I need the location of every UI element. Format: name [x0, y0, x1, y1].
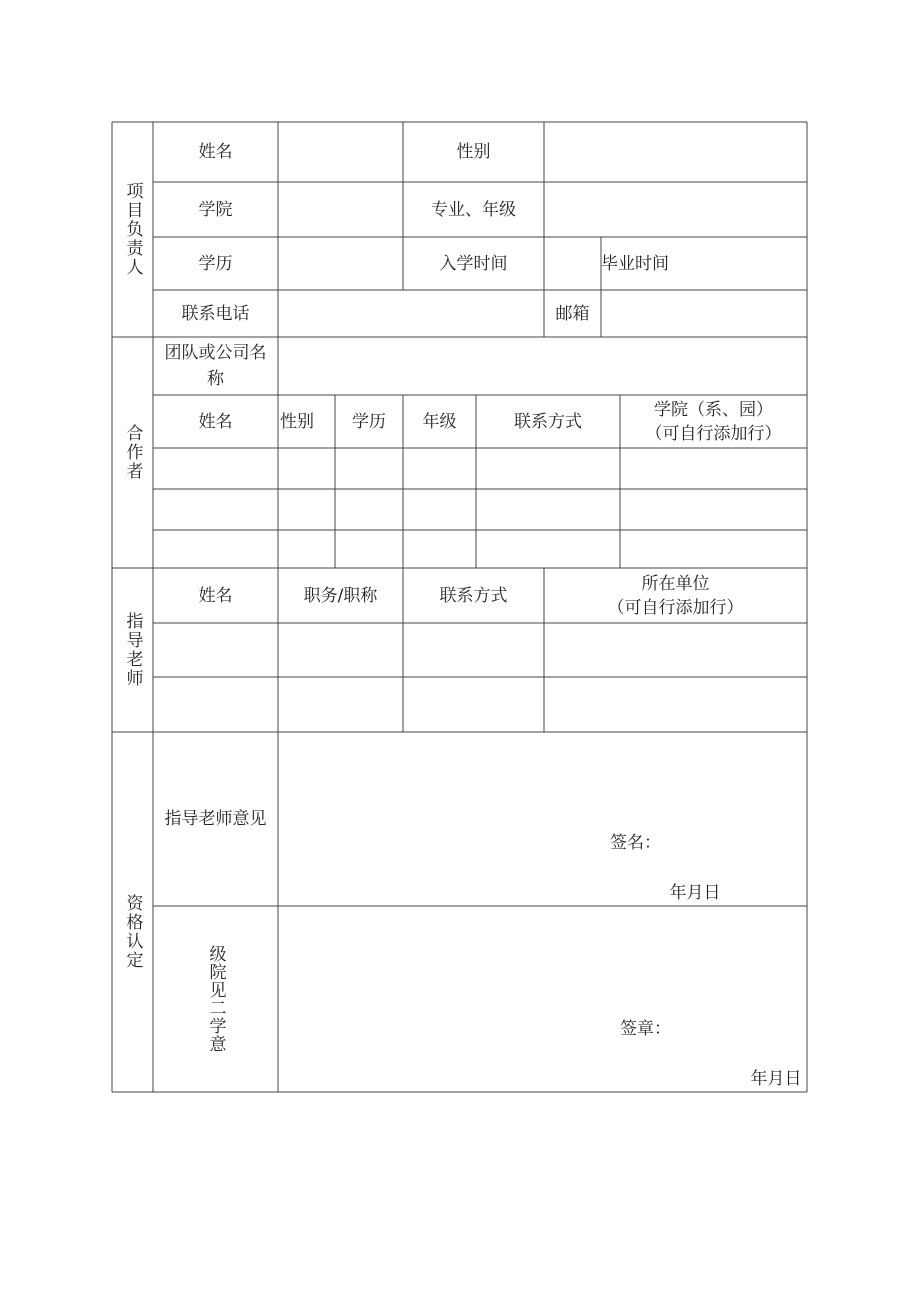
advisor-header-unit-line2: （可自行添加行） [607, 597, 744, 618]
advisor-header-name: 姓名 [198, 585, 233, 606]
label-education: 学历 [198, 253, 233, 274]
label-college: 学院 [198, 199, 233, 220]
section-label-qualification-text: 资格认定 [122, 894, 143, 970]
section-label-advisors [112, 568, 153, 732]
advisor-header-unit [544, 568, 807, 623]
label-college-opinion [153, 906, 278, 1092]
section-label-advisors-text: 指导老师 [122, 612, 143, 688]
section-label-qualification [112, 732, 153, 1092]
label-email: 邮箱 [555, 303, 590, 324]
label-advisor-opinion: 指导老师意见 [164, 809, 267, 829]
advisor-header-title: 职务/职称 [303, 585, 378, 606]
section-label-leader [112, 122, 153, 337]
label-gender: 性别 [456, 142, 491, 162]
label-college-opinion-text: 级院见二学意 [205, 945, 226, 1053]
section-label-partners [112, 337, 153, 568]
label-major: 专业、年级 [431, 199, 516, 220]
advisor-header-unit-line1: 所在单位 [641, 573, 710, 594]
advisor-sign-date: 年月日 [669, 883, 721, 903]
label-team-name-line1: 团队或公司名 [164, 343, 267, 363]
partner-header-college [620, 395, 807, 448]
partner-header-education: 学历 [352, 411, 386, 432]
partner-header-college-line1: 学院（系、园） [654, 399, 773, 420]
label-enroll-time: 入学时间 [439, 253, 508, 274]
label-name: 姓名 [198, 142, 233, 162]
college-seal-date: 年月日 [750, 1069, 802, 1089]
partner-header-contact: 联系方式 [514, 411, 582, 432]
partner-header-grade: 年级 [422, 411, 457, 432]
label-team-name-line2: 称 [207, 369, 224, 389]
partner-header-name: 姓名 [198, 411, 233, 432]
partner-header-gender: 性别 [280, 411, 314, 432]
section-label-leader-text: 项目负责人 [122, 182, 143, 277]
label-team-name [153, 337, 278, 395]
college-seal-label: 签章： [620, 1019, 671, 1039]
label-phone: 联系电话 [181, 303, 250, 324]
advisor-sign-label: 签名： [610, 833, 661, 853]
advisor-header-contact: 联系方式 [439, 585, 508, 606]
partner-header-college-line2: （可自行添加行） [645, 423, 782, 444]
label-graduate-time: 毕业时间 [601, 253, 669, 274]
section-label-partners-text: 合作者 [122, 424, 143, 481]
